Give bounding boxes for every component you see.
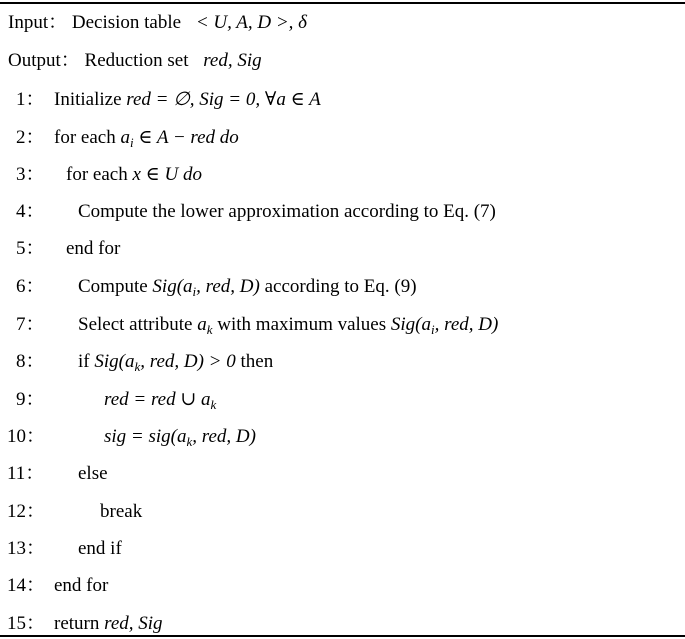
step-number: 9： <box>16 389 45 410</box>
step-text <box>54 571 108 601</box>
step-label: return <box>54 613 105 634</box>
step-text <box>104 422 256 452</box>
step-number: 4： <box>16 201 45 222</box>
step-number: 14： <box>7 575 46 596</box>
math-expression: Sig(a <box>152 276 193 297</box>
step-label: Compute <box>78 276 153 297</box>
step-label: if <box>78 351 95 372</box>
step-text <box>66 234 120 264</box>
step-label: then <box>235 351 274 372</box>
step-label: with maximum values <box>212 314 391 335</box>
input-label: Input： <box>8 12 68 33</box>
math-expression: x ∈ U do <box>132 164 202 185</box>
math-expression: sig = sig(a <box>104 426 187 447</box>
step-number: 10： <box>7 426 46 447</box>
step-label: else <box>78 463 108 484</box>
step-number: 13： <box>7 538 46 559</box>
step-number: 7： <box>16 314 45 335</box>
step-text <box>78 347 273 377</box>
subscript: k <box>186 434 193 449</box>
bottom-rule <box>0 635 685 637</box>
input-text: Decision table <box>71 12 182 33</box>
math-expression: , red, D) > 0 <box>140 351 236 372</box>
output-text: Reduction set <box>84 50 189 71</box>
step-label: for each <box>54 127 121 148</box>
step-number: 1： <box>16 89 45 110</box>
step-text <box>54 123 239 153</box>
step-number: 6： <box>16 276 45 297</box>
subscript: k <box>134 359 141 374</box>
step-text <box>78 534 122 564</box>
math-expression: , red, D) <box>196 276 260 297</box>
step-text <box>78 310 498 340</box>
step-label: Initialize <box>54 89 127 110</box>
step-label: for each <box>66 164 133 185</box>
step-text <box>66 160 202 190</box>
top-rule <box>0 2 685 4</box>
step-number: 3： <box>16 164 45 185</box>
step-text <box>54 85 321 115</box>
step-text <box>78 459 108 489</box>
step-label: end for <box>66 238 121 259</box>
step-number: 2： <box>16 127 45 148</box>
step-number: 11： <box>7 463 45 484</box>
step-number: 12： <box>7 501 46 522</box>
math-expression: Sig(a <box>94 351 135 372</box>
math-expression: ∈ A − red do <box>133 127 239 148</box>
math-expression: a <box>197 314 207 335</box>
subscript: k <box>210 397 217 412</box>
step-label: break <box>100 501 143 522</box>
step-text <box>100 497 142 527</box>
subscript: i <box>431 322 435 337</box>
subscript: k <box>206 322 213 337</box>
math-expression: red = red ∪ a <box>104 389 211 410</box>
subscript: i <box>129 135 134 150</box>
output-label: Output： <box>8 50 80 71</box>
step-number: 15： <box>7 613 46 634</box>
subscript: i <box>192 284 197 299</box>
output-math: red, Sig <box>203 50 262 71</box>
math-expression: Sig(a <box>390 314 431 335</box>
step-text <box>78 197 496 227</box>
input-math: < U, A, D >, δ <box>195 12 308 33</box>
step-label: end if <box>78 538 122 559</box>
step-number: 5： <box>16 238 45 259</box>
step-label: end for <box>54 575 109 596</box>
math-expression: , red, D) <box>192 426 256 447</box>
step-label: Compute the lower approximation according to Eq. (7) <box>78 201 496 222</box>
math-expression: red, Sig <box>104 613 163 634</box>
math-expression: , red, D) <box>434 314 499 335</box>
step-label: according to Eq. (9) <box>259 276 417 297</box>
step-number: 8： <box>16 351 45 372</box>
math-expression: a <box>120 127 130 148</box>
math-expression: red = ∅, Sig = 0, ∀a ∈ A <box>126 89 321 110</box>
step-text <box>78 272 417 302</box>
step-label: Select attribute <box>78 314 198 335</box>
step-text <box>104 385 216 415</box>
